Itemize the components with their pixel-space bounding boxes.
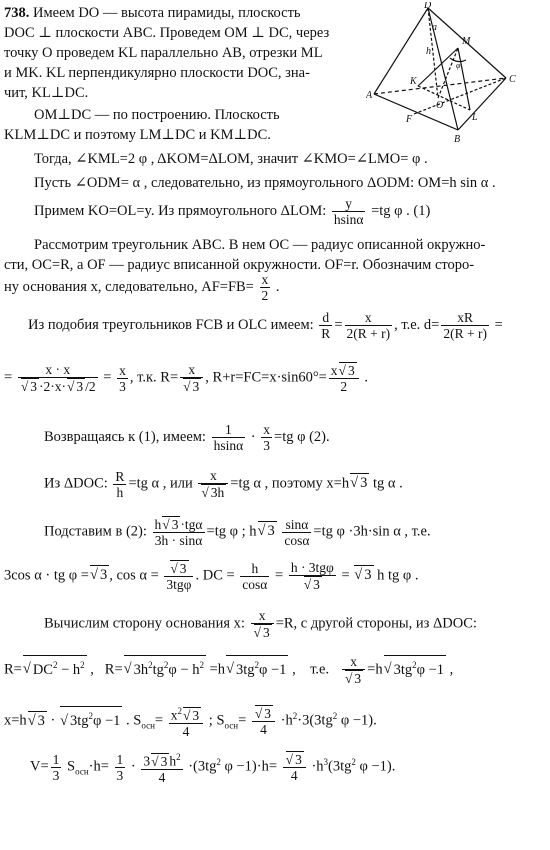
formula-line: ну основания x, следовательно, AF=FB= $\frac{x}{2}$ . [4, 272, 280, 303]
text-line: сти, OC=R, a OF — радиус вписанной окружности. OF=r. Обозначим сторо- [4, 257, 475, 273]
segment-lm [458, 48, 470, 110]
formula-line: x=h√ 3 · √ $3tg^2\varphi -1$ . $S_{осн}=$ $\frac{x^2√ 3}{4}$ ; $S_{осн}=$ √ $\frac{3}{4}$ $\cdot h^2\cdot 3(3tg^2$ φ −1). [4, 704, 377, 739]
fig-label-phi: φ [456, 61, 461, 70]
formula-line: V= $\frac{1}{3}$ $S_{осн}\cdot h=$ $\frac{1}{3}$ · $\frac{3√ 3 h^2}{4}$ $\cdot(3tg^2$ φ −1)·h= √ $\frac{3}{4}$ $\cdot h^3(3tg^2$ φ −1). [30, 750, 395, 785]
edge-ab [374, 94, 458, 130]
fig-label-o: O [436, 100, 444, 111]
formula-line: Из ΔDOC: $\frac{R}{h}$ =tg α , или x √ 3h =tg α , поэтому x=h√ 3 tg α . [44, 468, 403, 500]
text-line: Тогда, ∠KML=2 φ , ΔKOM=ΔLOM, значит ∠KMO=∠LMO= φ . [34, 151, 428, 167]
problem-number: 738. [4, 5, 30, 21]
text-line: точку O проведем KL параллельно AB, отрезки ML [4, 45, 323, 61]
text-line: и MK. KL перпендикулярно плоскости DOC, зна- [4, 65, 310, 81]
formula-line: Примем KO=OL=y. Из прямоугольного ΔLOM: $\frac{y}{hsin\alpha}$ =tg φ . (1) [34, 196, 431, 227]
fig-label-m: M [462, 36, 471, 47]
fig-label-f: F [406, 114, 413, 125]
formula-line: Возвращаясь к (1), имеем: $\frac{1}{hsin\alpha}$ · $\frac{x}{3}$ =tg φ (2). [44, 422, 330, 453]
formula-line: Подставим в (2): $\frac{\text{h√ 3 ·tgα}}{3h \cdot \sin\alpha}$ =tg φ ; h√ 3 $\frac{\sin\alpha}{\cos\alpha}$ =tg φ ·3h·sin α , т.е. [44, 516, 431, 548]
formula-line: 3cos α · tg φ =√ 3 , cos α = √ $\frac{3}{\text{3tgφ}}$ . DC = $\frac{h}{\cos\alpha}$ = h · 3tgφ √ 3 = √ 3 h tg φ . [4, 560, 419, 592]
fig-label-l: L [472, 112, 478, 123]
formula-line: R=√ $DC^2 - h^2$ , R=√ $3h^2tg^2\varphi - h^2 =h√$ $3tg^2\varphi -1$ , т.е. x √ 3 =h√ $3tg^2\varphi -1$ , [4, 654, 453, 686]
fig-label-d: D [424, 2, 432, 11]
text-line: OM⊥DC — по построению. Плоскость [34, 107, 280, 123]
fig-label-a: a [432, 22, 437, 33]
fig-label-b: B [454, 134, 461, 144]
segment-km [418, 48, 458, 86]
formula-line: Из подобия треугольников FCB и OLC имеем: $\frac{d}{R}$ = $\frac{x}{2(R + r)}$ , т.е. d= $\frac{xR}{2(R + r)}$ = [28, 310, 503, 341]
fig-label-c: C [509, 74, 516, 85]
formula-line: Вычислим сторону основания x: x √ 3 =R, с другой стороны, из ΔDOC: [44, 608, 477, 640]
pyramid-figure [366, 2, 550, 144]
text-line: Рассмотрим треугольник ABC. В нем OC — радиус описанной окружно- [34, 237, 486, 253]
fig-label-a-vertex: A [366, 90, 373, 101]
text-line: KLM⊥DC и поэтому LM⊥DC и KM⊥DC. [4, 127, 271, 143]
text-line: 738. Имеем DO — высота пирамиды, плоскость [4, 5, 301, 21]
text-line: чит, KL⊥DC. [4, 85, 89, 101]
text-line: Пусть ∠ODM= α , следовательно, из прямоугольного ΔODM: OM=h sin α . [34, 175, 496, 191]
text-line: DOC ⊥ плоскости ABC. Проведем OM ⊥ DC, через [4, 25, 330, 41]
segment-kl [418, 86, 470, 110]
formula-line: = x · x √ 3 ·2·x·√ 3 /2 = $\frac{x}{3}$ , т.к. R= x √ 3 , R+r=FC=x·sin60°= $\frac{x√ 3}{2}$ . [4, 362, 368, 394]
fig-label-h: h [426, 46, 431, 57]
edge-da [374, 8, 428, 94]
fig-label-k: K [410, 76, 417, 87]
